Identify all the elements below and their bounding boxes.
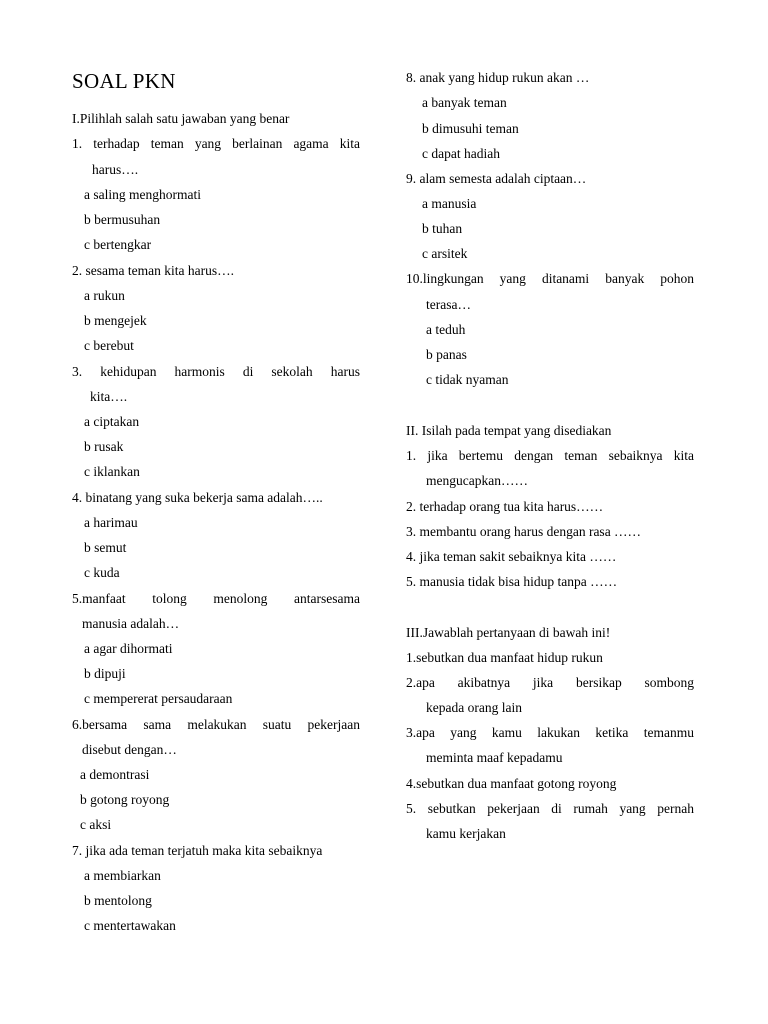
question-4: 4. binatang yang suka bekerja sama adalah….. (72, 490, 323, 505)
question-3-option-c: c iklankan (84, 464, 140, 479)
question-7-option-a: a membiarkan (84, 868, 161, 883)
section-3-question-1: 1.sebutkan dua manfaat hidup rukun (406, 650, 603, 665)
section-3-question-3-line-2: meminta maaf kepadamu (426, 750, 563, 765)
question-3-option-a: a ciptakan (84, 414, 140, 429)
section-3-question-5-line-2: kamu kerjakan (426, 826, 506, 841)
question-10-line-1: 10.lingkungan yang ditanami banyak pohon (406, 271, 694, 286)
question-10-option-a: a teduh (426, 322, 466, 337)
question-8: 8. anak yang hidup rukun akan … (406, 70, 590, 85)
question-5-option-c: c mempererat persaudaraan (84, 691, 233, 706)
question-4-option-a: a harimau (84, 515, 138, 530)
section-3-question-4: 4.sebutkan dua manfaat gotong royong (406, 776, 617, 791)
question-6-option-b: b gotong royong (80, 792, 170, 807)
question-6-option-a: a demontrasi (80, 767, 150, 782)
section-2-heading: II. Isilah pada tempat yang disediakan (406, 423, 612, 438)
section-1-heading: I.Pilihlah salah satu jawaban yang benar (72, 111, 290, 126)
question-9: 9. alam semesta adalah ciptaan… (406, 171, 587, 186)
question-7-option-c: c mentertawakan (84, 918, 176, 933)
question-3-option-b: b rusak (84, 439, 124, 454)
section-2-question-2: 2. terhadap orang tua kita harus…… (406, 499, 604, 514)
question-1-option-a: a saling menghormati (84, 187, 201, 202)
question-2: 2. sesama teman kita harus…. (72, 263, 234, 278)
question-6-option-c: c aksi (80, 817, 112, 832)
question-6-line-2: disebut dengan… (82, 742, 177, 757)
question-5-line-2: manusia adalah… (82, 616, 180, 631)
question-7: 7. jika ada teman terjatuh maka kita sebaiknya (72, 843, 323, 858)
question-5-option-a: a agar dihormati (84, 641, 173, 656)
question-2-option-c: c berebut (84, 338, 134, 353)
question-8-option-b: b dimusuhi teman (422, 121, 519, 136)
section-2-question-5: 5. manusia tidak bisa hidup tanpa …… (406, 574, 618, 589)
question-7-option-b: b mentolong (84, 893, 152, 908)
section-3-heading: III.Jawablah pertanyaan di bawah ini! (406, 625, 611, 640)
section-3-question-5-line-1: 5. sebutkan pekerjaan di rumah yang pernah (406, 801, 694, 816)
section-2-question-4: 4. jika teman sakit sebaiknya kita …… (406, 549, 617, 564)
question-8-option-c: c dapat hadiah (422, 146, 500, 161)
question-10-option-c: c tidak nyaman (426, 372, 509, 387)
section-2-question-1-line-1: 1. jika bertemu dengan teman sebaiknya kita (406, 448, 694, 463)
question-6-line-1: 6.bersama sama melakukan suatu pekerjaan (72, 717, 360, 732)
question-4-option-c: c kuda (84, 565, 120, 580)
question-5-line-1: 5.manfaat tolong menolong antarsesama (72, 591, 360, 606)
section-3-question-2-line-1: 2.apa akibatnya jika bersikap sombong (406, 675, 694, 690)
question-10-line-2: terasa… (426, 297, 471, 312)
question-8-option-a: a banyak teman (422, 95, 507, 110)
question-10-option-b: b panas (426, 347, 467, 362)
question-9-option-c: c arsitek (422, 246, 468, 261)
question-1-option-c: c bertengkar (84, 237, 152, 252)
question-1-line-2: harus…. (92, 162, 139, 177)
question-1-option-b: b bermusuhan (84, 212, 161, 227)
section-3-question-3-line-1: 3.apa yang kamu lakukan ketika temanmu (406, 725, 694, 740)
section-2-question-3: 3. membantu orang harus dengan rasa …… (406, 524, 642, 539)
question-5-option-b: b dipuji (84, 666, 126, 681)
section-2-question-1-line-2: mengucapkan…… (426, 473, 528, 488)
question-1-line-1: 1. terhadap teman yang berlainan agama kita (72, 136, 360, 151)
section-3-question-2-line-2: kepada orang lain (426, 700, 522, 715)
question-2-option-a: a rukun (84, 288, 125, 303)
question-3-line-1: 3. kehidupan harmonis di sekolah harus (72, 364, 360, 379)
page-title: SOAL PKN (72, 69, 176, 93)
question-3-line-2: kita…. (90, 389, 128, 404)
question-9-option-a: a manusia (422, 196, 477, 211)
question-4-option-b: b semut (84, 540, 127, 555)
question-2-option-b: b mengejek (84, 313, 147, 328)
question-9-option-b: b tuhan (422, 221, 463, 236)
